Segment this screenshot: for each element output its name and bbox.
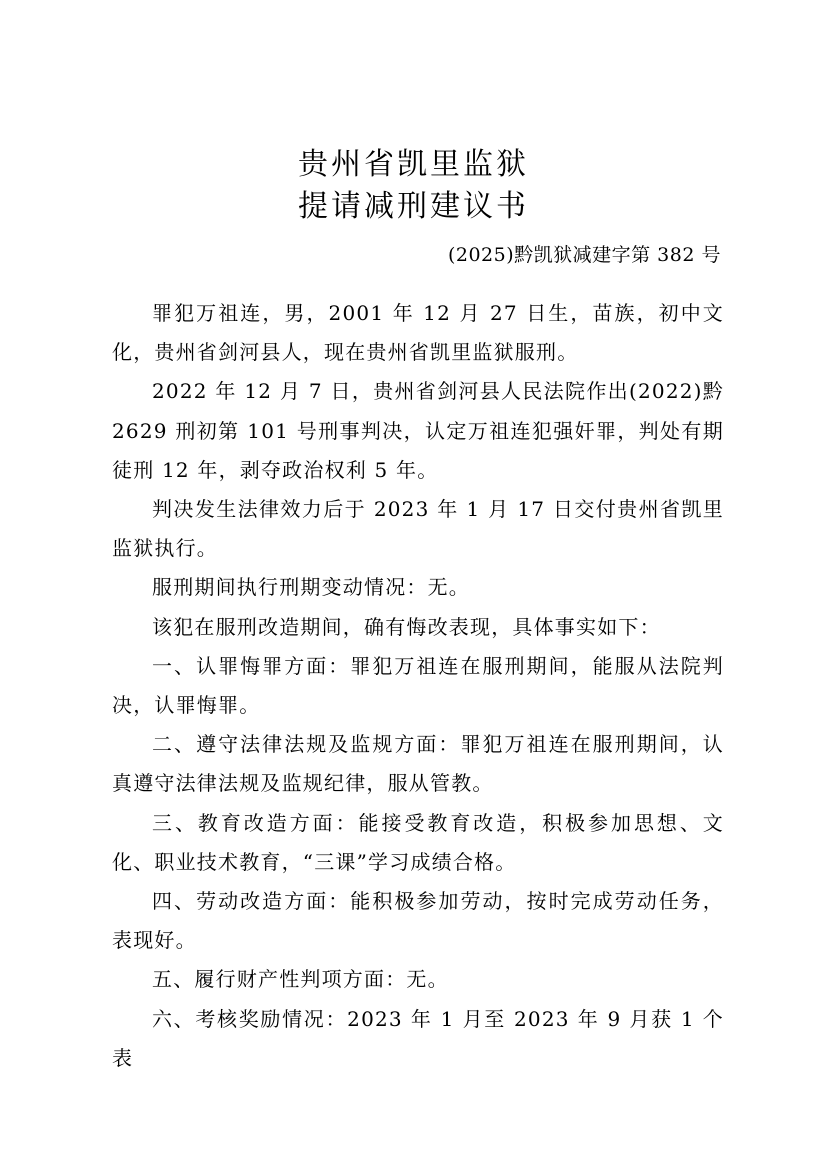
paragraph-item-3: 三、教育改造方面：能接受教育改造，积极参加思想、文化、职业技术教育，“三课”学习成绩合格。 — [112, 810, 724, 874]
paragraph-item-1: 一、认罪悔罪方面：罪犯万祖连在服刑期间，能服从法院判决，认罪悔罪。 — [112, 653, 724, 718]
paragraph-item-6: 六、考核奖励情况：2023 年 1 月至 2023 年 9 月获 1 个表 — [112, 1006, 724, 1070]
paragraph-item-2: 二、遵守法律法规及监规方面：罪犯万祖连在服刑期间，认真遵守法律法规及监规纪律，服从管教。 — [112, 732, 724, 796]
paragraph-repentance-intro: 该犯在服刑改造期间，确有悔改表现，具体事实如下： — [152, 614, 661, 639]
document-title-line-2: 提请减刑建议书 — [298, 189, 529, 224]
document-body — [112, 294, 724, 1078]
document-number: (2025)黔凯狱减建字第 382 号 — [447, 244, 721, 266]
paragraph-execution: 判决发生法律效力后于 2023 年 1 月 17 日交付贵州省凯里监狱执行。 — [112, 497, 724, 561]
paragraph-criminal-info: 罪犯万祖连，男，2001 年 12 月 27 日生，苗族，初中文化，贵州省剑河县人，现在贵州省凯里监狱服刑。 — [112, 301, 724, 365]
paragraph-item-4: 四、劳动改造方面：能积极参加劳动，按时完成劳动任务，表现好。 — [112, 889, 724, 953]
paragraph-sentence-change: 服刑期间执行刑期变动情况：无。 — [152, 575, 470, 600]
document-title-line-1: 贵州省凯里监狱 — [298, 147, 529, 182]
paragraph-judgment: 2022 年 12 月 7 日，贵州省剑河县人民法院作出(2022)黔 2629 刑初第 101 号刑事判决，认定万祖连犯强奸罪，判处有期徒刑 12 年，剥夺政治权利 5 年。 — [112, 379, 724, 482]
paragraph-item-5: 五、履行财产性判项方面：无。 — [152, 967, 449, 992]
